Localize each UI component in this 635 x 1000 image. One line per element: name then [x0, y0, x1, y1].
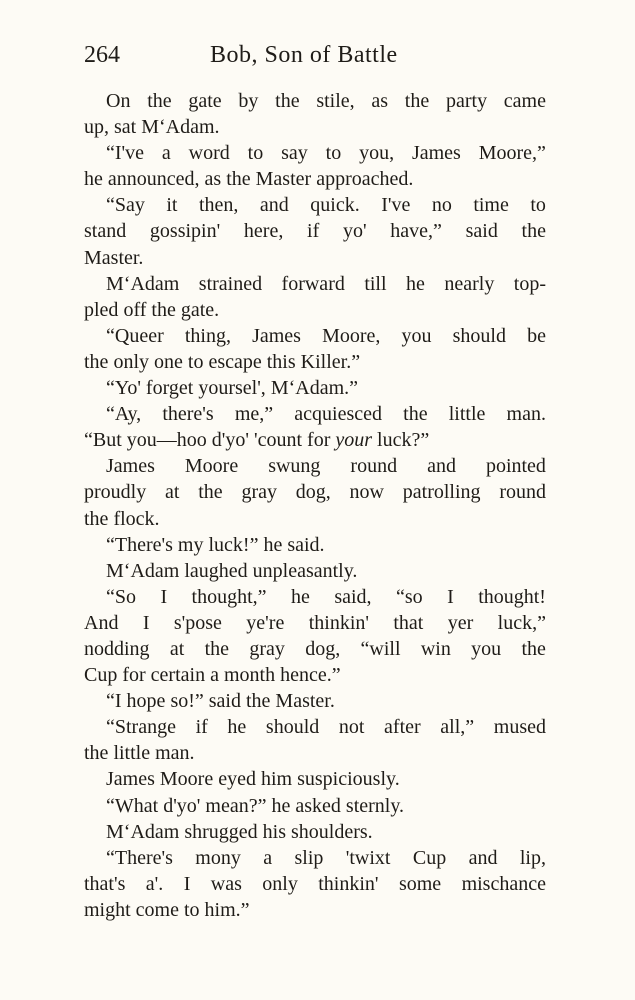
text-line: James Moore swung round and pointed: [106, 455, 546, 478]
page-number: 264: [84, 42, 120, 68]
text-line: James Moore eyed him suspiciously.: [106, 768, 400, 791]
text-line: And I s'pose ye're thinkin' that yer luck,”: [84, 611, 546, 634]
text-line: “So I thought,” he said, “so I thought!: [106, 585, 546, 608]
text-line: Master.: [84, 246, 144, 269]
text-line: “I hope so!” said the Master.: [106, 690, 335, 713]
text-line: nodding at the gray dog, “will win you the: [84, 637, 546, 660]
body-text: [84, 88, 546, 923]
text-line: pled off the gate.: [84, 298, 220, 321]
text-line: that's a'. I was only thinkin' some mischance: [84, 872, 546, 895]
text-line: stand gossipin' here, if yo' have,” said the: [84, 220, 546, 243]
text-line: “There's my luck!” he said.: [106, 533, 325, 556]
text-line: “Yo' forget yoursel', M‘Adam.”: [106, 377, 359, 400]
text-line: “Ay, there's me,” acquiesced the little man.: [106, 403, 546, 426]
text-line: On the gate by the stile, as the party came: [106, 90, 546, 112]
text-line: the flock.: [84, 507, 160, 530]
text-line: “Say it then, and quick. I've no time to: [106, 194, 546, 217]
text-line: “But you—hoo d'yo' 'count for your luck?”: [84, 429, 430, 452]
book-title: Bob, Son of Battle: [210, 42, 398, 68]
text-line: the only one to escape this Killer.”: [84, 350, 361, 373]
text-line: might come to him.”: [84, 898, 250, 921]
text-line: the little man.: [84, 742, 195, 765]
text-line: M‘Adam shrugged his shoulders.: [106, 820, 373, 843]
text-line: “What d'yo' mean?” he asked sternly.: [106, 794, 405, 817]
text-line: “I've a word to say to you, James Moore,”: [106, 142, 546, 165]
text-line: he announced, as the Master approached.: [84, 168, 414, 191]
text-line: “There's mony a slip 'twixt Cup and lip,: [106, 846, 546, 869]
running-head: [84, 38, 546, 72]
text-line: “Strange if he should not after all,” mused: [106, 716, 546, 739]
text-line: M‘Adam strained forward till he nearly top-: [106, 272, 546, 295]
text-line: Cup for certain a month hence.”: [84, 664, 341, 687]
text-line: up, sat M‘Adam.: [84, 116, 220, 139]
text-line: M‘Adam laughed unpleasantly.: [106, 559, 358, 582]
text-line: proudly at the gray dog, now patrolling round: [84, 481, 546, 504]
text-line: “Queer thing, James Moore, you should be: [106, 324, 546, 347]
